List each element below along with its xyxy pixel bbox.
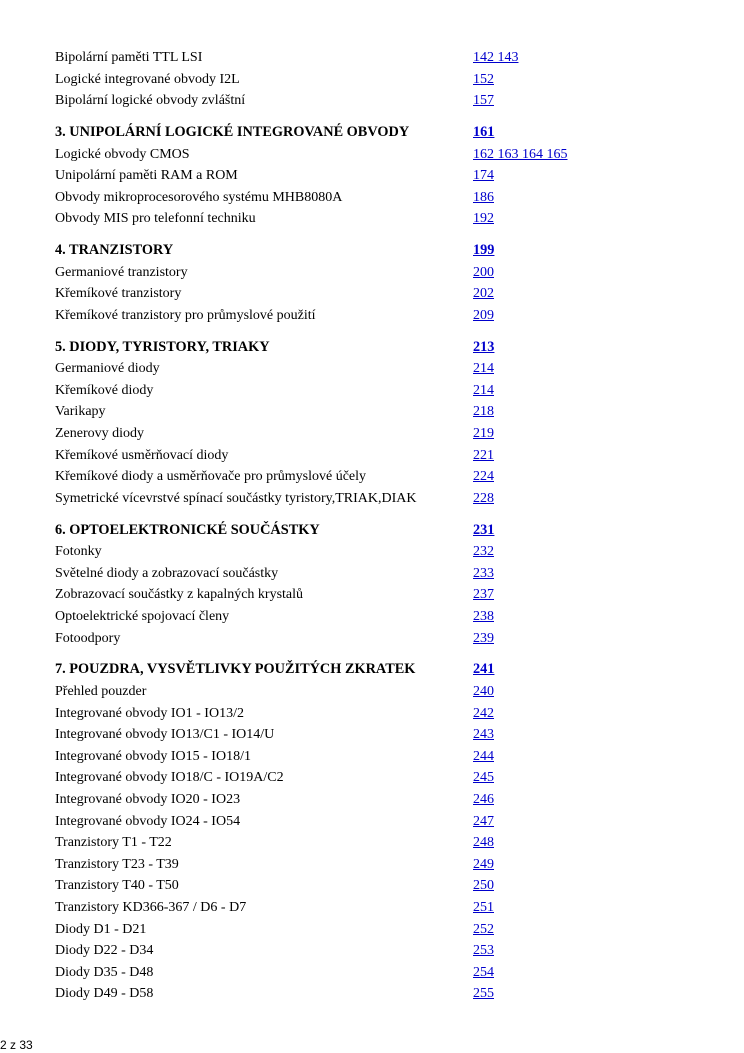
page-links	[473, 187, 494, 209]
toc-entry-title: Symetrické vícevrstvé spínací součástky tyristory,TRIAK,DIAK	[55, 490, 417, 506]
toc-entry-title: Tranzistory T40 - T50	[55, 878, 179, 894]
toc-entry-title: Bipolární logické obvody zvláštní	[55, 93, 246, 109]
toc-row	[0, 165, 744, 187]
page-links	[473, 358, 494, 380]
page-link[interactable]: 246	[473, 791, 494, 807]
section-heading: 7. POUZDRA, VYSVĚTLIVKY POUŽITÝCH ZKRATEK	[55, 661, 416, 678]
page-links	[473, 305, 494, 327]
toc-entry-title: Světelné diody a zobrazovací součástky	[55, 565, 279, 581]
page-links	[473, 606, 494, 628]
toc-row	[0, 767, 744, 789]
toc-entry-title: Bipolární paměti TTL LSI	[55, 50, 203, 65]
page-link[interactable]: 162 163 164 165	[473, 146, 568, 162]
toc-row	[0, 681, 744, 703]
toc-entry-title: Diody D49 - D58	[55, 986, 154, 1002]
page-link[interactable]: 249	[473, 856, 494, 872]
page-link[interactable]: 209	[473, 307, 494, 323]
page-link[interactable]: 228	[473, 490, 494, 506]
section-heading: 5. DIODY, TYRISTORY, TRIAKY	[55, 338, 270, 355]
page-link[interactable]: 186	[473, 189, 494, 205]
page-link[interactable]: 214	[473, 382, 494, 398]
toc-row	[0, 358, 744, 380]
toc-row	[0, 703, 744, 725]
toc-entry-title: Integrované obvody IO13/C1 - IO14/U	[55, 727, 275, 743]
page-links	[473, 541, 494, 563]
toc-entry-title: Integrované obvody IO15 - IO18/1	[55, 748, 251, 764]
page-links	[473, 681, 494, 703]
toc-entry-title: Diody D35 - D48	[55, 964, 154, 980]
section-heading-row	[0, 240, 744, 262]
toc-row	[0, 283, 744, 305]
toc-entry-title: Integrované obvody IO20 - IO23	[55, 791, 241, 807]
page-links	[473, 832, 494, 854]
toc-row	[0, 875, 744, 897]
table-of-contents	[0, 47, 744, 1005]
toc-row	[0, 423, 744, 445]
page-link[interactable]: 238	[473, 609, 494, 624]
page-links	[473, 703, 494, 725]
page-link[interactable]: 239	[473, 630, 494, 646]
toc-entry-title: Integrované obvody IO1 - IO13/2	[55, 705, 244, 721]
page-link[interactable]: 200	[473, 264, 494, 280]
page-link[interactable]: 231	[473, 521, 495, 538]
toc-entry-title: Optoelektrické spojovací členy	[55, 609, 230, 624]
page-link[interactable]: 247	[473, 813, 494, 829]
toc-row	[0, 832, 744, 854]
page-link[interactable]: 152	[473, 71, 494, 87]
page-link[interactable]: 251	[473, 899, 494, 915]
toc-row	[0, 69, 744, 91]
toc-entry-title: Diody D1 - D21	[55, 921, 147, 937]
page-link[interactable]: 221	[473, 447, 494, 463]
toc-row	[0, 541, 744, 563]
page-link[interactable]: 243	[473, 727, 494, 743]
page-links	[473, 283, 494, 305]
section-heading: 4. TRANZISTORY	[55, 242, 174, 259]
toc-row	[0, 606, 744, 628]
toc-entry-title: Zenerovy diody	[55, 426, 145, 442]
page-counter: 2 z 33	[0, 1038, 33, 1052]
page-links	[473, 746, 494, 768]
page-links	[473, 240, 494, 262]
toc-entry-title: Křemíkové tranzistory pro průmyslové použití	[55, 307, 316, 323]
page-link[interactable]: 219	[473, 426, 494, 442]
toc-row	[0, 897, 744, 919]
toc-row	[0, 584, 744, 606]
page-links	[473, 919, 494, 941]
toc-row	[0, 789, 744, 811]
toc-row	[0, 962, 744, 984]
toc-entry-title: Křemíkové tranzistory	[55, 286, 182, 302]
page-links	[473, 520, 494, 542]
page-links	[473, 423, 494, 445]
toc-entry-title: Germaniové diody	[55, 361, 160, 377]
page-link[interactable]: 218	[473, 404, 494, 420]
page-link[interactable]: 161	[473, 123, 495, 140]
page-links	[473, 47, 519, 69]
page-links	[473, 445, 494, 467]
page-links	[473, 584, 494, 606]
toc-entry-title: Křemíkové diody	[55, 382, 154, 398]
toc-entry-title: Logické integrované obvody I2L	[55, 71, 240, 87]
page-links	[473, 144, 568, 166]
page-link[interactable]: 241	[473, 661, 495, 678]
page-link[interactable]: 192	[473, 211, 494, 227]
toc-row	[0, 401, 744, 423]
page-links	[473, 380, 494, 402]
toc-row	[0, 187, 744, 209]
page-links	[473, 122, 494, 144]
toc-row	[0, 724, 744, 746]
page-link[interactable]: 224	[473, 469, 494, 485]
toc-row	[0, 90, 744, 112]
toc-entry-title: Křemíkové usměrňovací diody	[55, 447, 229, 463]
toc-row	[0, 854, 744, 876]
page-link[interactable]: 214	[473, 361, 494, 377]
toc-row	[0, 208, 744, 230]
page-links	[473, 69, 494, 91]
page-link[interactable]: 252	[473, 921, 494, 937]
page-link[interactable]: 242	[473, 705, 494, 721]
toc-entry-title: Obvody mikroprocesorového systému MHB8080A	[55, 189, 343, 205]
section-heading-row	[0, 520, 744, 542]
toc-row	[0, 811, 744, 833]
toc-row	[0, 488, 744, 510]
page-links	[473, 659, 494, 681]
page-links	[473, 854, 494, 876]
toc-row	[0, 628, 744, 650]
page-links	[473, 962, 494, 984]
toc-entry-title: Zobrazovací součástky z kapalných krystalů	[55, 587, 304, 603]
page-link[interactable]: 240	[473, 683, 494, 699]
section-heading-row	[0, 659, 744, 681]
page-link[interactable]: 233	[473, 565, 494, 581]
toc-row	[0, 983, 744, 1005]
page-link[interactable]: 253	[473, 943, 494, 959]
page-link[interactable]: 157	[473, 93, 494, 109]
toc-entry-title: Fotoodpory	[55, 630, 121, 646]
page-links	[473, 90, 494, 112]
toc-entry-title: Přehled pouzder	[55, 683, 147, 699]
page-link[interactable]: 254	[473, 964, 494, 980]
toc-row	[0, 466, 744, 488]
toc-entry-title: Integrované obvody IO18/C - IO19A/C2	[55, 770, 284, 786]
page-links	[473, 767, 494, 789]
toc-row	[0, 919, 744, 941]
toc-entry-title: Diody D22 - D34	[55, 943, 154, 959]
section-heading: 3. UNIPOLÁRNÍ LOGICKÉ INTEGROVANÉ OBVODY	[55, 123, 410, 140]
page-link[interactable]: 202	[473, 286, 494, 302]
section-heading-row	[0, 122, 744, 144]
toc-row	[0, 305, 744, 327]
page-links	[473, 165, 494, 187]
toc-row	[0, 144, 744, 166]
toc-row	[0, 262, 744, 284]
page-links	[473, 262, 494, 284]
toc-row	[0, 47, 744, 69]
toc-row	[0, 380, 744, 402]
toc-entry-title: Obvody MIS pro telefonní techniku	[55, 211, 256, 227]
toc-entry-title: Fotonky	[55, 544, 102, 560]
page-link[interactable]: 250	[473, 878, 494, 894]
page-links	[473, 983, 494, 1005]
page-links	[473, 401, 494, 423]
page-links	[473, 789, 494, 811]
page-links	[473, 811, 494, 833]
page-links	[473, 940, 494, 962]
page-links	[473, 563, 494, 585]
page-link[interactable]: 174	[473, 168, 494, 184]
page-links	[473, 208, 494, 230]
section-heading: 6. OPTOELEKTRONICKÉ SOUČÁSTKY	[55, 521, 320, 538]
toc-row	[0, 563, 744, 585]
page-link[interactable]: 245	[473, 770, 494, 786]
page-link[interactable]: 142 143	[473, 50, 519, 65]
page-links	[473, 466, 494, 488]
toc-entry-title: Tranzistory KD366-367 / D6 - D7	[55, 899, 247, 915]
page-links	[473, 724, 494, 746]
page-link[interactable]: 199	[473, 242, 495, 259]
toc-row	[0, 746, 744, 768]
section-heading-row	[0, 337, 744, 359]
page-link[interactable]: 244	[473, 748, 494, 764]
page-link[interactable]: 237	[473, 587, 494, 603]
toc-entry-title: Varikapy	[55, 404, 106, 420]
page-links	[473, 897, 494, 919]
page-link[interactable]: 255	[473, 986, 494, 1002]
page-links	[473, 875, 494, 897]
toc-entry-title: Germaniové tranzistory	[55, 264, 188, 280]
toc-entry-title: Křemíkové diody a usměrňovače pro průmyslové účely	[55, 469, 367, 485]
page-links	[473, 628, 494, 650]
page-links	[473, 337, 494, 359]
toc-row	[0, 940, 744, 962]
page-links	[473, 488, 494, 510]
page-link[interactable]: 232	[473, 544, 494, 560]
toc-row	[0, 445, 744, 467]
toc-entry-title: Unipolární paměti RAM a ROM	[55, 168, 238, 184]
page-link[interactable]: 248	[473, 835, 494, 851]
toc-entry-title: Integrované obvody IO24 - IO54	[55, 813, 241, 829]
page-link[interactable]: 213	[473, 338, 495, 355]
toc-entry-title: Logické obvody CMOS	[55, 146, 190, 162]
toc-entry-title: Tranzistory T23 - T39	[55, 856, 179, 872]
toc-entry-title: Tranzistory T1 - T22	[55, 835, 172, 851]
